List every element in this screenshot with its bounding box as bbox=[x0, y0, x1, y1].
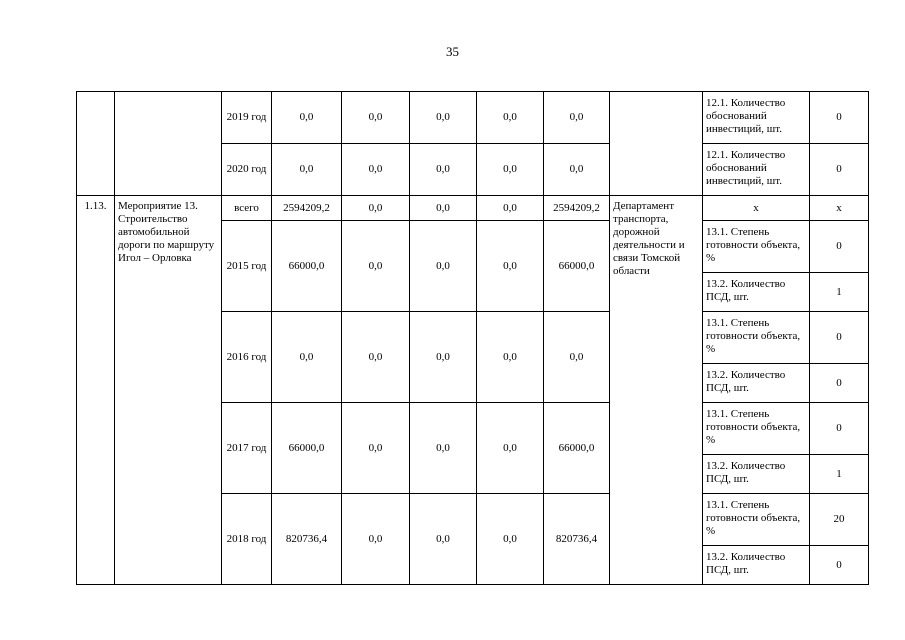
value-cell: 0,0 bbox=[342, 221, 410, 312]
value-cell: 2594209,2 bbox=[544, 196, 610, 221]
indicator-value-cell: 0 bbox=[810, 144, 869, 196]
indicator-value-cell: 0 bbox=[810, 546, 869, 585]
value-cell: 66000,0 bbox=[544, 403, 610, 494]
indicator-value-cell: 1 bbox=[810, 455, 869, 494]
indicator-cell: 12.1. Количество обоснований инвестиций, шт. bbox=[703, 144, 810, 196]
program-table bbox=[76, 91, 869, 585]
number-cell bbox=[77, 92, 115, 196]
indicator-value-cell: 0 bbox=[810, 92, 869, 144]
value-cell: 0,0 bbox=[477, 92, 544, 144]
indicator-value-cell: х bbox=[810, 196, 869, 221]
indicator-cell: 13.2. Количество ПСД, шт. bbox=[703, 455, 810, 494]
value-cell: 66000,0 bbox=[272, 403, 342, 494]
value-cell: 0,0 bbox=[544, 312, 610, 403]
value-cell: 0,0 bbox=[342, 92, 410, 144]
indicator-cell: х bbox=[703, 196, 810, 221]
value-cell: 0,0 bbox=[410, 403, 477, 494]
value-cell: 0,0 bbox=[342, 312, 410, 403]
event-number-cell: 1.13. bbox=[77, 196, 115, 585]
value-cell: 0,0 bbox=[272, 312, 342, 403]
value-cell: 66000,0 bbox=[272, 221, 342, 312]
value-cell: 0,0 bbox=[410, 312, 477, 403]
year-cell: 2017 год bbox=[222, 403, 272, 494]
value-cell: 0,0 bbox=[272, 92, 342, 144]
value-cell: 66000,0 bbox=[544, 221, 610, 312]
indicator-cell: 13.2. Количество ПСД, шт. bbox=[703, 546, 810, 585]
table-row bbox=[77, 92, 869, 144]
indicator-cell: 13.1. Степень готовности объекта, % bbox=[703, 221, 810, 273]
indicator-cell: 12.1. Количество обоснований инвестиций, шт. bbox=[703, 92, 810, 144]
indicator-value-cell: 0 bbox=[810, 221, 869, 273]
year-cell: всего bbox=[222, 196, 272, 221]
indicator-value-cell: 0 bbox=[810, 312, 869, 364]
year-cell: 2015 год bbox=[222, 221, 272, 312]
year-cell: 2019 год bbox=[222, 92, 272, 144]
value-cell: 0,0 bbox=[477, 312, 544, 403]
value-cell: 0,0 bbox=[410, 494, 477, 585]
indicator-cell: 13.1. Степень готовности объекта, % bbox=[703, 312, 810, 364]
indicator-value-cell: 0 bbox=[810, 364, 869, 403]
year-cell: 2020 год bbox=[222, 144, 272, 196]
indicator-cell: 13.1. Степень готовности объекта, % bbox=[703, 403, 810, 455]
executor-cell bbox=[610, 92, 703, 196]
executor-cell: Департамент транспорта, дорожной деятельности и связи Томской области bbox=[610, 196, 703, 585]
value-cell: 0,0 bbox=[477, 196, 544, 221]
value-cell: 0,0 bbox=[477, 221, 544, 312]
indicator-value-cell: 20 bbox=[810, 494, 869, 546]
value-cell: 0,0 bbox=[342, 494, 410, 585]
indicator-cell: 13.2. Количество ПСД, шт. bbox=[703, 273, 810, 312]
value-cell: 820736,4 bbox=[272, 494, 342, 585]
year-cell: 2018 год bbox=[222, 494, 272, 585]
value-cell: 0,0 bbox=[410, 221, 477, 312]
value-cell: 820736,4 bbox=[544, 494, 610, 585]
value-cell: 2594209,2 bbox=[272, 196, 342, 221]
value-cell: 0,0 bbox=[410, 92, 477, 144]
value-cell: 0,0 bbox=[544, 144, 610, 196]
indicator-cell: 13.1. Степень готовности объекта, % bbox=[703, 494, 810, 546]
indicator-value-cell: 0 bbox=[810, 403, 869, 455]
page-number: 35 bbox=[446, 44, 459, 59]
indicator-value-cell: 1 bbox=[810, 273, 869, 312]
year-cell: 2016 год bbox=[222, 312, 272, 403]
value-cell: 0,0 bbox=[477, 144, 544, 196]
event-name-cell: Мероприятие 13. Строительство автомобильной дороги по маршруту Игол – Орловка bbox=[115, 196, 222, 585]
value-cell: 0,0 bbox=[410, 196, 477, 221]
value-cell: 0,0 bbox=[342, 144, 410, 196]
value-cell: 0,0 bbox=[272, 144, 342, 196]
value-cell: 0,0 bbox=[477, 494, 544, 585]
value-cell: 0,0 bbox=[410, 144, 477, 196]
event-name-cell bbox=[115, 92, 222, 196]
indicator-cell: 13.2. Количество ПСД, шт. bbox=[703, 364, 810, 403]
value-cell: 0,0 bbox=[342, 196, 410, 221]
value-cell: 0,0 bbox=[477, 403, 544, 494]
value-cell: 0,0 bbox=[544, 92, 610, 144]
value-cell: 0,0 bbox=[342, 403, 410, 494]
table-row bbox=[77, 196, 869, 221]
